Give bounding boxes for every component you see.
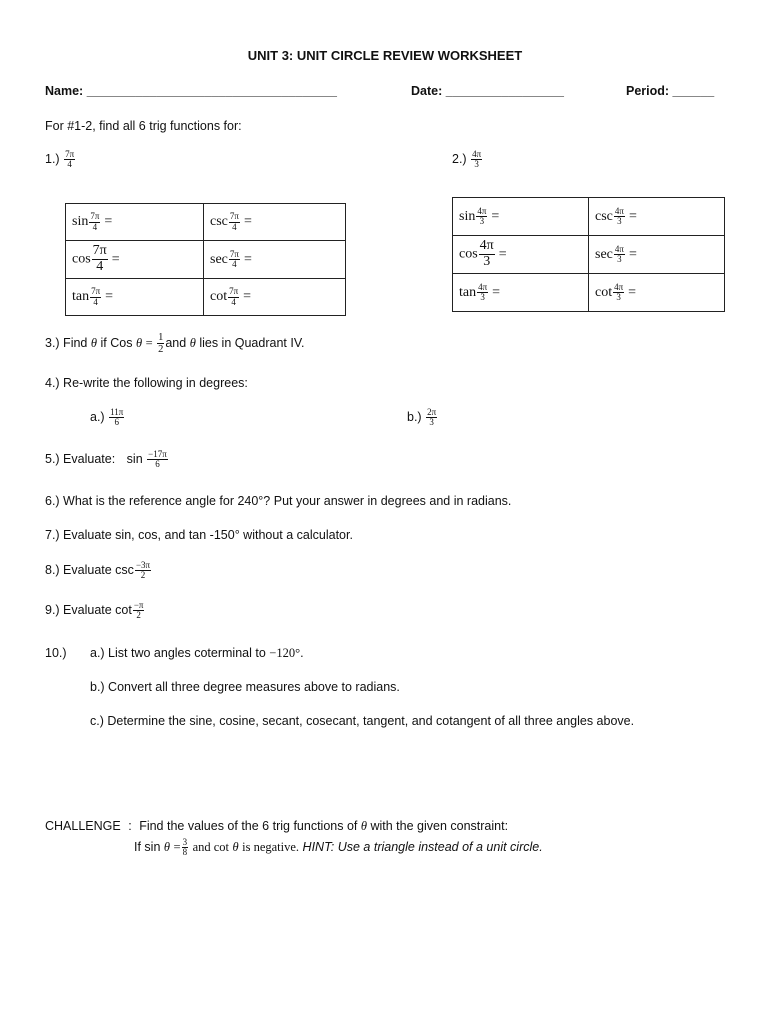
- name-field-group: [45, 84, 337, 98]
- question-4b: b.) $\frac{2\pi}{3}$: [407, 407, 437, 428]
- question-6: 6.) What is the reference angle for 240°? Put your answer in degrees and in radians.: [45, 494, 512, 508]
- question-10c: c.) Determine the sine, cosine, secant, cosecant, tangent, and cotangent of all three angles above.: [90, 714, 635, 728]
- q1-trig-table: [65, 203, 346, 316]
- period-field-group: [626, 84, 714, 98]
- challenge-hint: HINT: Use a triangle instead of a unit circle.: [302, 840, 543, 855]
- instructions: For #1-2, find all 6 trig functions for:: [45, 119, 242, 133]
- q2-heading: [452, 150, 483, 170]
- question-10-label: 10.): [45, 646, 67, 660]
- q2-trig-table: [452, 197, 725, 312]
- question-4a: a.) $\frac{11\pi}{6}$: [90, 407, 124, 428]
- q2-cell-cos[interactable]: cos $\frac{4\pi}{3}$ =: [453, 236, 589, 274]
- q2-label: 2.): [452, 152, 467, 167]
- q2-cell-csc[interactable]: csc $\frac{4\pi}{3}$ =: [589, 198, 725, 236]
- question-3: 3.) Find θ if Cos θ = $\frac{1}{2}$ and θ lies in Quadrant IV.: [45, 332, 305, 356]
- q1-heading: [45, 150, 76, 170]
- q2-cell-sec[interactable]: sec $\frac{4\pi}{3}$ =: [589, 236, 725, 274]
- challenge-label: CHALLENGE: [45, 819, 121, 833]
- name-blank[interactable]: ____________________________________: [86, 84, 337, 98]
- q2-cell-cot[interactable]: cot $\frac{4\pi}{3}$ =: [589, 274, 725, 312]
- challenge-line-2: If sin θ = $\frac{3}{8}$ and cot θ is negative. HINT: Use a triangle instead of a unit circle.: [134, 837, 543, 858]
- q3-fraction: $\frac{1}{2}$: [158, 332, 164, 356]
- question-7: 7.) Evaluate sin, cos, and tan -150° without a calculator.: [45, 528, 353, 542]
- q1-cell-cos[interactable]: cos $\frac{7\pi}{4}$ =: [66, 241, 204, 279]
- question-10a: a.) List two angles coterminal to −120°.: [90, 646, 304, 660]
- q1-cell-sin[interactable]: sin $\frac{7\pi}{4}$ =: [66, 204, 204, 241]
- q2-cell-sin[interactable]: sin $\frac{4\pi}{3}$ =: [453, 198, 589, 236]
- q2-cell-tan[interactable]: tan $\frac{4\pi}{3}$ =: [453, 274, 589, 312]
- period-label: Period:: [626, 84, 670, 98]
- question-5: 5.) Evaluate: sin $\frac{-17\pi}{6}$: [45, 449, 167, 470]
- question-10b: b.) Convert all three degree measures above to radians.: [90, 680, 400, 694]
- q1-cell-csc[interactable]: csc $\frac{7\pi}{4}$ =: [204, 204, 346, 241]
- question-8: 8.) Evaluate csc $\frac{-3\pi}{2}$: [45, 560, 151, 581]
- question-4: 4.) Re-write the following in degrees:: [45, 376, 248, 390]
- date-label: Date:: [411, 84, 443, 98]
- challenge-line-1: CHALLENGE : Find the values of the 6 trig functions of θ with the given constraint:: [45, 819, 509, 833]
- q1-cell-tan[interactable]: tan $\frac{7\pi}{4}$ =: [66, 279, 204, 316]
- q1-cell-cot[interactable]: cot $\frac{7\pi}{4}$ =: [204, 279, 346, 316]
- q2-angle: $\frac{4\pi}{3}$: [472, 149, 482, 170]
- question-9: 9.) Evaluate cot $\frac{-\pi}{2}$: [45, 600, 144, 621]
- name-label: Name:: [45, 84, 84, 98]
- q1-cell-sec[interactable]: sec $\frac{7\pi}{4}$ =: [204, 241, 346, 279]
- q1-angle: $\frac{7\pi}{4}$: [65, 149, 75, 170]
- worksheet-title: UNIT 3: UNIT CIRCLE REVIEW WORKSHEET: [247, 48, 523, 63]
- period-blank[interactable]: ______: [672, 84, 715, 98]
- q1-label: 1.): [45, 152, 60, 167]
- date-field-group: [411, 84, 564, 98]
- date-blank[interactable]: _________________: [445, 84, 564, 98]
